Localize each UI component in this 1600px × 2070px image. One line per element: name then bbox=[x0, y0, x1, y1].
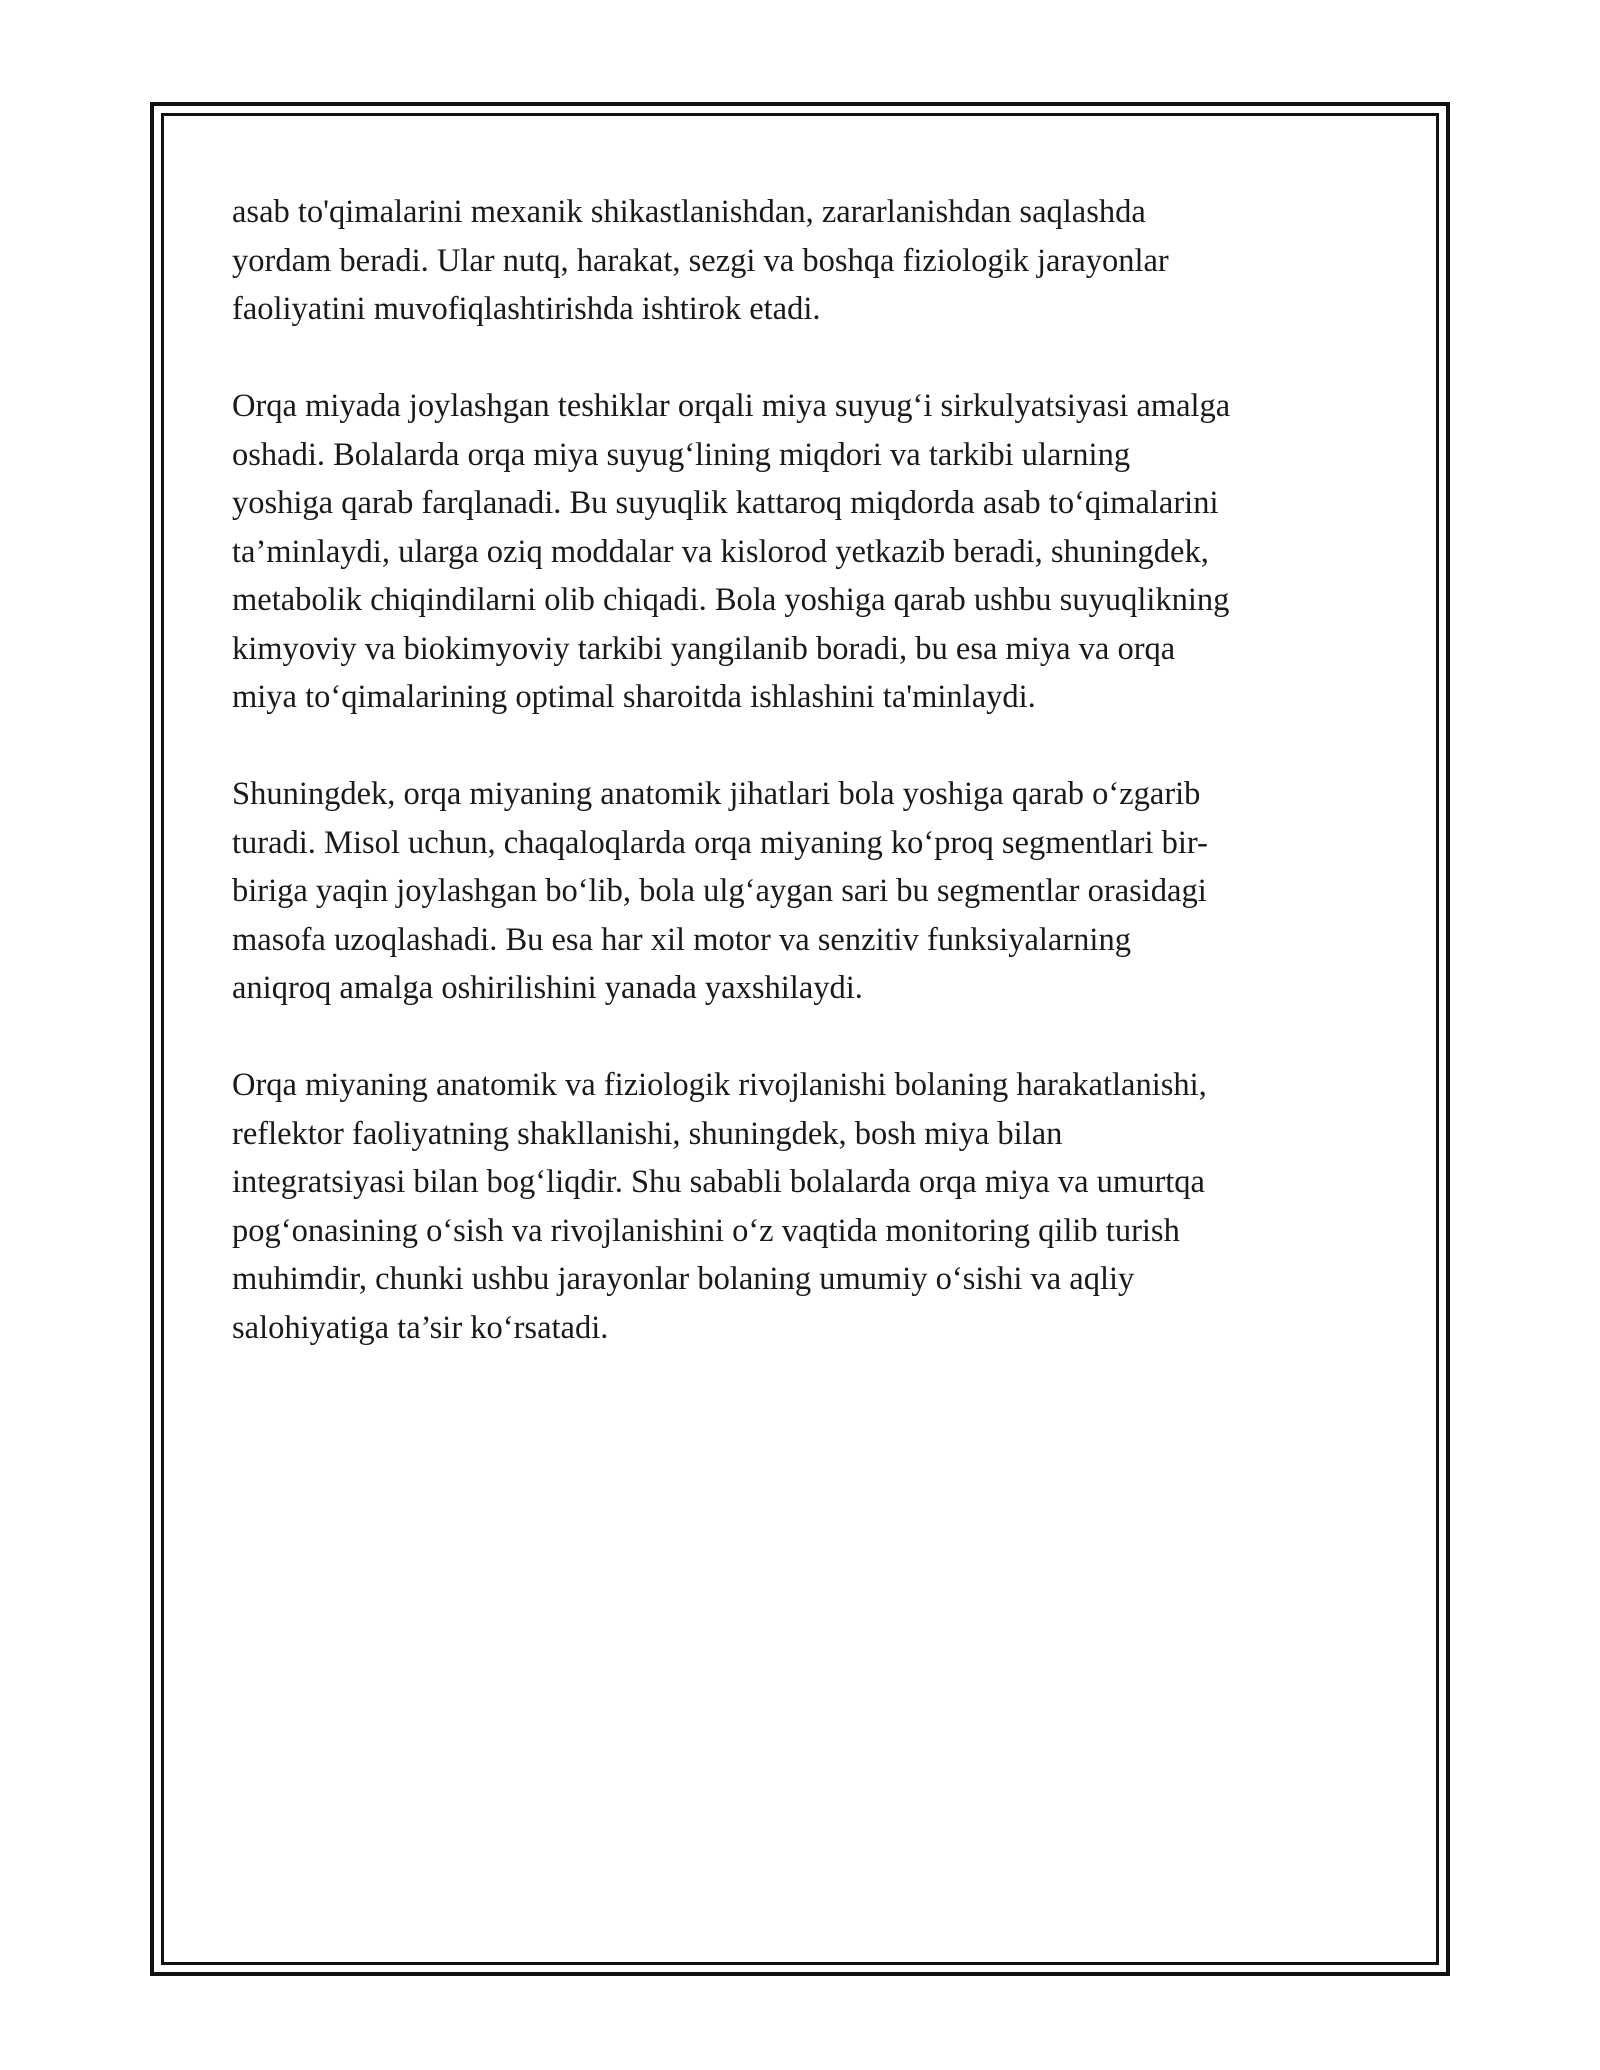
paragraph-2 bbox=[232, 382, 1372, 722]
text-line: aniqroq amalga oshirilishini yanada yaxshilaydi. bbox=[232, 970, 863, 1006]
text-line: kimyoviy va biokimyoviy tarkibi yangilanib boradi, bu esa miya va orqa bbox=[232, 630, 1176, 667]
text-line: muhimdir, chunki ushbu jarayonlar bolaning umumiy o‘sishi va aqliy bbox=[232, 1261, 1135, 1297]
text-line: Shuningdek, orqa miyaning anatomik jihatlari bola yoshiga qarab o‘zgarib bbox=[232, 776, 1201, 812]
text-line: ta’minlaydi, ularga oziq moddalar va kislorod yetkazib beradi, shuningdek, bbox=[232, 533, 1209, 570]
text-line: salohiyatiga ta’sir ko‘rsatadi. bbox=[232, 1309, 609, 1346]
text-line: masofa uzoqlashadi. Bu esa har xil motor va senzitiv funksiyalarning bbox=[232, 921, 1131, 958]
text-line: reflektor faoliyatning shakllanishi, shuningdek, bosh miya bilan bbox=[232, 1115, 1063, 1152]
text-line: turadi. Misol uchun, chaqaloqlarda orqa miyaning ko‘proq segmentlari bir- bbox=[232, 824, 1208, 861]
text-line: Orqa miyada joylashgan teshiklar orqali miya suyug‘i sirkulyatsiyasi amalga bbox=[232, 388, 1231, 424]
text-line: faoliyatini muvofiqlashtirishda ishtirok etadi. bbox=[232, 291, 821, 327]
text-line: yordam beradi. Ular nutq, harakat, sezgi va boshqa fiziologik jarayonlar bbox=[232, 242, 1169, 279]
text-line: metabolik chiqindilarni olib chiqadi. Bola yoshiga qarab ushbu suyuqlikning bbox=[232, 582, 1230, 618]
document-body bbox=[232, 188, 1372, 1401]
text-line: Orqa miyaning anatomik va fiziologik rivojlanishi bolaning harakatlanishi, bbox=[232, 1067, 1207, 1103]
paragraph-3 bbox=[232, 770, 1372, 1013]
paragraph-4 bbox=[232, 1061, 1372, 1352]
text-line: biriga yaqin joylashgan bo‘lib, bola ulg‘aygan sari bu segmentlar orasidagi bbox=[232, 873, 1207, 909]
text-line: asab to'qimalarini mexanik shikastlanishdan, zararlanishdan saqlashda bbox=[232, 194, 1146, 230]
text-line: yoshiga qarab farqlanadi. Bu suyuqlik kattaroq miqdorda asab to‘qimalarini bbox=[232, 485, 1219, 521]
paragraph-1 bbox=[232, 188, 1372, 334]
text-line: oshadi. Bolalarda orqa miya suyug‘lining miqdori va tarkibi ularning bbox=[232, 436, 1131, 473]
text-line: integratsiyasi bilan bog‘liqdir. Shu sababli bolalarda orqa miya va umurtqa bbox=[232, 1164, 1205, 1200]
text-line: pog‘onasining o‘sish va rivojlanishini o‘z vaqtida monitoring qilib turish bbox=[232, 1212, 1180, 1249]
text-line: miya to‘qimalarining optimal sharoitda ishlashini ta'minlaydi. bbox=[232, 679, 1036, 715]
